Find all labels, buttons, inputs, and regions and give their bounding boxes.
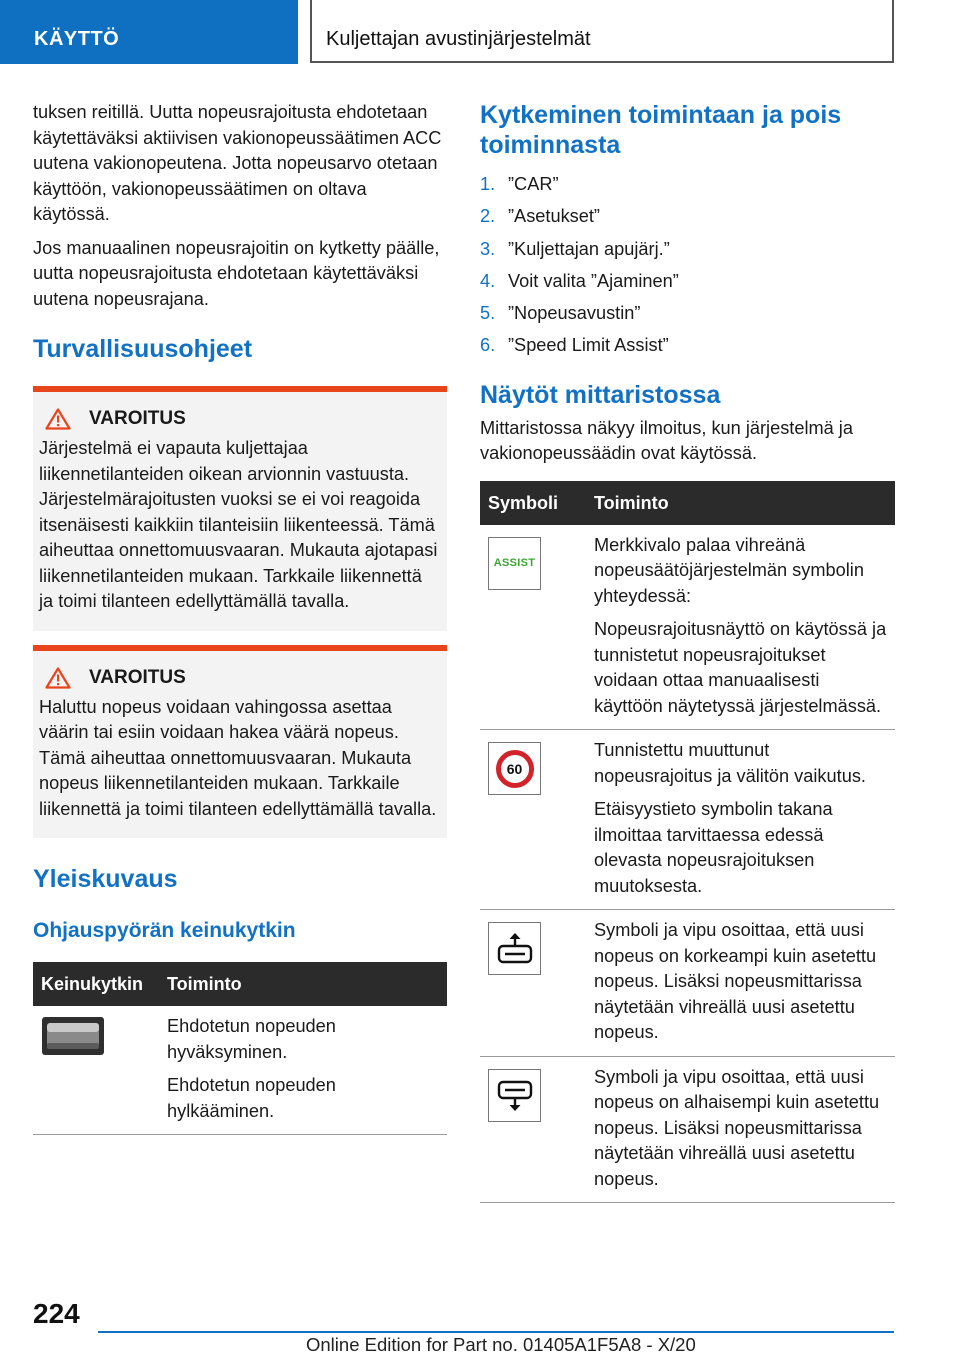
edition-note: Online Edition for Part no. 01405A1F5A8 - X/20 (306, 1334, 696, 1355)
function-text: Ehdotetun nopeuden hylkääminen. (167, 1075, 336, 1121)
assist-symbol (488, 537, 541, 590)
speed-limit-sign-icon (496, 750, 534, 788)
warning-box (33, 645, 447, 839)
intro-paragraph: tuksen reitillä. Uutta nopeusrajoitusta ehdotetaan käytettäväksi aktiivisen vakionopeussäätimen ACC uutena vakionopeutena. Jotta nopeusarvo otetaan käyttöön, vakionopeussäätimen on oltava käytössä. (33, 102, 442, 224)
function-text: Tunnistettu muuttunut nopeusrajoitus ja välitön vaikutus. (594, 740, 866, 786)
warning-title-row (39, 408, 439, 430)
function-cell (586, 730, 895, 910)
assist-icon: ASSIST (493, 557, 536, 570)
warning-title: VAROITUS (89, 666, 186, 688)
symbol-cell (480, 525, 586, 730)
list-item (480, 265, 895, 297)
rocker-switch-table (33, 962, 447, 1135)
step-number: 2. (480, 206, 496, 227)
function-text: Symboli ja vipu osoittaa, että uusi nopeus on korkeampi kuin asetettu nopeus. Lisäksi nopeusmittarissa näytetään vihreällä uusi asetettu nopeus. (594, 920, 877, 1043)
warning-title-row (39, 667, 439, 689)
table-row (480, 1056, 895, 1203)
function-text: Nopeusrajoitusnäyttö on käytössä ja tunnistetut nopeusrajoitukset voidaan ottaa manuaalisesti käyttöön näytetyssä järjestelmässä. (594, 619, 887, 716)
step-text: Voit valita ”Ajaminen” (508, 270, 679, 291)
display-intro: Mittaristossa näkyy ilmoitus, kun järjestelmä ja vakionopeussäädin ovat käytössä. (480, 417, 853, 464)
speed-limit-symbol (488, 742, 541, 795)
rocker-switch-heading: Ohjauspyörän keinukytkin (33, 919, 296, 942)
section-title: KÄYTTÖ (34, 28, 120, 50)
symbol-table (480, 481, 895, 1204)
warning-text: Haluttu nopeus voidaan vahingossa asettaa väärin tai esiin voidaan hakea väärä nopeus. Tämä aiheuttaa onnettomuusvaaran. Mukauta nopeus liikennetilanteiden mukaan. Tarkkaile liikennettä ja toimi tilanteen edellyttämällä tavalla. (39, 696, 437, 819)
function-text: Ehdotetun nopeuden hyväksyminen. (167, 1016, 336, 1062)
function-cell (586, 910, 895, 1057)
list-item (480, 329, 895, 361)
chapter-title: Kuljettajan avustinjärjestelmät (326, 28, 591, 50)
step-text: ”Nopeusavustin” (508, 303, 641, 324)
step-text: ”CAR” (508, 174, 559, 194)
section-tab (0, 0, 298, 64)
step-text: ”Asetukset” (508, 206, 600, 227)
lever-down-arrow-icon (495, 1077, 535, 1113)
right-column (480, 100, 895, 1203)
step-text: ”Kuljettajan apujärj.” (508, 238, 670, 259)
symbol-cell (480, 910, 586, 1057)
table-row (480, 525, 895, 730)
display-heading: Näytöt mittaristossa (480, 380, 721, 409)
left-column (33, 100, 447, 1135)
function-cell (586, 1056, 895, 1203)
function-cell (159, 1006, 447, 1135)
safety-heading: Turvallisuusohjeet (33, 335, 253, 363)
step-number: 3. (480, 238, 496, 259)
toggle-heading: Kytkeminen toimintaan ja pois toiminnasta (480, 101, 842, 159)
function-cell (586, 525, 895, 730)
column-header: Keinukytkin (33, 962, 159, 1006)
column-header: Toiminto (586, 481, 895, 525)
rocker-symbol-cell (33, 1006, 159, 1135)
footer-divider (98, 1331, 894, 1333)
symbol-cell (480, 730, 586, 910)
step-number: 4. (480, 270, 496, 291)
step-text: ”Speed Limit Assist” (508, 335, 669, 356)
warning-box (33, 386, 447, 631)
page-number: 224 (33, 1298, 80, 1329)
step-number: 1. (480, 174, 496, 194)
table-row (480, 910, 895, 1057)
function-text: Symboli ja vipu osoittaa, että uusi nopeus on alhaisempi kuin asetettu nopeus. Lisäksi nopeusmittarissa näytetään vihreällä uusi asetettu nopeus. (594, 1066, 880, 1189)
list-item (480, 233, 895, 265)
speed-down-symbol (488, 1069, 541, 1122)
warning-triangle-icon (45, 667, 71, 689)
table-row (33, 1006, 447, 1135)
intro-paragraph: Jos manuaalinen nopeusrajoitin on kytketty päälle, uutta nopeusrajoitusta ehdotetaan käytettäväksi uutena nopeusrajana. (33, 237, 440, 309)
chapter-header (310, 0, 894, 63)
lever-up-arrow-icon (495, 931, 535, 967)
speed-limit-value: 60 (506, 760, 523, 777)
warning-triangle-icon (45, 408, 71, 430)
rocker-switch-icon (41, 1016, 105, 1056)
list-item (480, 168, 895, 200)
list-item (480, 297, 895, 329)
warning-title: VAROITUS (89, 408, 186, 429)
warning-text: Järjestelmä ei vapauta kuljettajaa liikennetilanteiden oikean arvionnin vastuusta. Järjestelmärajoitusten vuoksi se ei voi reagoida itsenäisesti kaikkiin tilanteisiin liikenteessä. Tämä aiheuttaa onnettomuusvaaran. Mukauta ajotapasi liikennetilanteiden mukaan. Tarkkaile liikennettä ja toimi tilanteen edellyttämällä tavalla. (39, 438, 438, 611)
table-row (480, 730, 895, 910)
column-header: Toiminto (159, 962, 447, 1006)
speed-up-symbol (488, 922, 541, 975)
step-number: 6. (480, 335, 496, 356)
column-header: Symboli (480, 481, 586, 525)
function-text: Merkkivalo palaa vihreänä nopeusäätöjärjestelmän symbolin yhteydessä: (594, 534, 864, 606)
function-text: Etäisyystieto symbolin takana ilmoittaa tarvittaessa edessä olevasta nopeusrajoituksen muutoksesta. (594, 799, 833, 896)
overview-heading: Yleiskuvaus (33, 865, 178, 893)
symbol-cell (480, 1056, 586, 1203)
list-item (480, 200, 895, 232)
steps-list (480, 168, 895, 362)
step-number: 5. (480, 303, 496, 324)
